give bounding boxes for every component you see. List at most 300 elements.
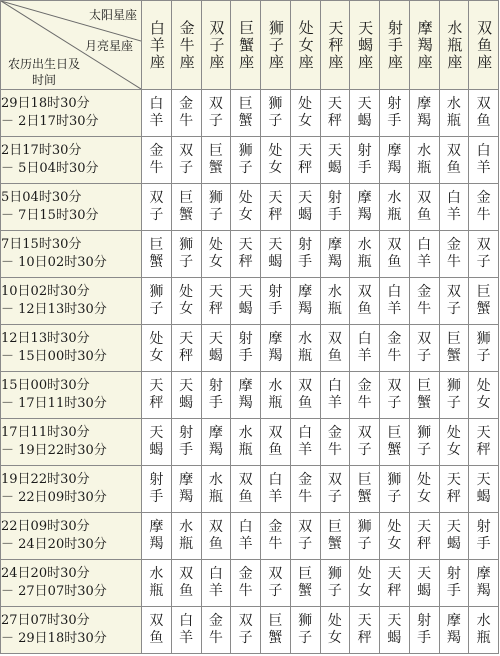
moon-sign-text: 狮 子 (298, 613, 313, 646)
moon-sign-cell (171, 231, 201, 278)
moon-sign-cell (380, 419, 410, 466)
range-start: 5日04时30分 (1, 190, 82, 205)
moon-sign-cell (142, 137, 172, 184)
moon-sign-cell (142, 513, 172, 560)
range-start: 2日17时30分 (1, 143, 82, 158)
moon-sign-cell (290, 560, 320, 607)
moon-sign-text: 巨 蟹 (298, 566, 313, 599)
moon-sign-text: 狮 子 (357, 519, 372, 552)
moon-sign-cell (142, 184, 172, 231)
moon-sign-text: 天 秤 (327, 96, 342, 129)
moon-sign-text: 天 蝎 (208, 331, 223, 364)
table-row (1, 607, 499, 654)
moon-sign-cell (469, 372, 499, 419)
moon-sign-text: 巨 蟹 (238, 96, 253, 129)
moon-sign-text: 双 子 (476, 237, 491, 270)
moon-sign-cell (350, 137, 380, 184)
date-range-cell (1, 325, 142, 372)
moon-sign-text: 摩 羯 (387, 143, 402, 176)
moon-sign-cell (290, 372, 320, 419)
moon-sign-cell (439, 231, 469, 278)
moon-sign-text: 摩 羯 (357, 190, 372, 223)
moon-sign-cell (142, 90, 172, 137)
moon-sign-text: 金 牛 (476, 190, 491, 223)
table-row (1, 325, 499, 372)
moon-sign-cell (439, 325, 469, 372)
corner-header (1, 1, 142, 90)
moon-sign-cell (201, 137, 231, 184)
moon-sign-text: 白 羊 (417, 237, 432, 270)
column-header: 双鱼座 (469, 1, 499, 90)
range-start: 7日15时30分 (1, 237, 82, 252)
moon-sign-text: 水 瓶 (417, 143, 432, 176)
moon-sign-text: 射 手 (417, 613, 432, 646)
moon-sign-cell (380, 137, 410, 184)
moon-sign-text: 金 牛 (298, 472, 313, 505)
moon-sign-text: 白 羊 (357, 331, 372, 364)
moon-sign-text: 天 蝎 (476, 472, 491, 505)
moon-sign-cell (290, 466, 320, 513)
moon-sign-text: 水 瓶 (298, 331, 313, 364)
moon-sign-text: 金 牛 (208, 613, 223, 646)
moon-sign-cell (171, 607, 201, 654)
moon-sign-cell (290, 231, 320, 278)
column-header: 白羊座 (142, 1, 172, 90)
moon-sign-cell (350, 278, 380, 325)
moon-sign-text: 白 羊 (268, 472, 283, 505)
moon-sign-cell (231, 137, 261, 184)
moon-sign-cell (171, 466, 201, 513)
moon-sign-text: 射 手 (179, 425, 194, 458)
moon-sign-cell (409, 278, 439, 325)
moon-sign-cell (142, 372, 172, 419)
moon-sign-cell (380, 278, 410, 325)
moon-sign-text: 天 秤 (357, 613, 372, 646)
moon-sign-text: 双 鱼 (149, 613, 164, 646)
moon-sign-cell (261, 137, 291, 184)
moon-sign-text: 金 牛 (417, 284, 432, 317)
moon-sign-cell (320, 419, 350, 466)
table-row (1, 419, 499, 466)
moon-sign-text: 摩 羯 (149, 519, 164, 552)
moon-sign-text: 金 牛 (179, 96, 194, 129)
moon-sign-cell (380, 560, 410, 607)
moon-sign-cell (171, 90, 201, 137)
moon-sign-cell (320, 372, 350, 419)
date-range-cell (1, 231, 142, 278)
date-range-cell (1, 184, 142, 231)
moon-sign-text: 天 蝎 (298, 190, 313, 223)
moon-sign-cell (171, 372, 201, 419)
range-end: － 7日15时30分 (1, 208, 99, 223)
moon-sign-cell (439, 278, 469, 325)
moon-sign-cell (231, 466, 261, 513)
moon-sign-text: 双 鱼 (238, 472, 253, 505)
moon-sign-cell (469, 419, 499, 466)
moon-sign-cell (320, 560, 350, 607)
moon-sign-cell (231, 607, 261, 654)
moon-sign-text: 双 鱼 (179, 566, 194, 599)
table-row (1, 513, 499, 560)
date-range-cell (1, 607, 142, 654)
moon-sign-text: 天 蝎 (446, 519, 461, 552)
moon-sign-text: 双 子 (327, 472, 342, 505)
moon-sign-text: 水 瓶 (446, 96, 461, 129)
moon-sign-cell (320, 278, 350, 325)
moon-sign-text: 狮 子 (179, 237, 194, 270)
range-end: － 29日18时30分 (1, 631, 107, 646)
moon-sign-text: 金 牛 (327, 425, 342, 458)
moon-sign-text: 射 手 (149, 472, 164, 505)
table-row (1, 278, 499, 325)
column-header: 摩羯座 (409, 1, 439, 90)
moon-sign-cell (409, 419, 439, 466)
moon-sign-text: 摩 羯 (327, 237, 342, 270)
moon-sign-text: 狮 子 (476, 331, 491, 364)
moon-sign-cell (201, 466, 231, 513)
moon-sign-text: 双 鱼 (476, 96, 491, 129)
moon-sign-text: 天 秤 (149, 378, 164, 411)
moon-sign-cell (439, 607, 469, 654)
moon-sign-cell (261, 90, 291, 137)
moon-sign-text: 天 蝎 (417, 566, 432, 599)
moon-sign-cell (439, 419, 469, 466)
moon-sign-text: 摩 羯 (179, 472, 194, 505)
moon-sign-text: 双 鱼 (417, 190, 432, 223)
moon-sign-text: 处 女 (149, 331, 164, 364)
moon-sign-text: 狮 子 (327, 566, 342, 599)
moon-sign-cell (439, 90, 469, 137)
moon-sign-text: 天 秤 (238, 237, 253, 270)
moon-sign-text: 摩 羯 (417, 96, 432, 129)
moon-sign-cell (409, 90, 439, 137)
moon-sign-cell (231, 513, 261, 560)
moon-sign-cell (409, 607, 439, 654)
moon-sign-cell (320, 466, 350, 513)
range-end: － 2日17时30分 (1, 114, 99, 129)
moon-sign-text: 白 羊 (238, 519, 253, 552)
moon-sign-text: 处 女 (208, 237, 223, 270)
moon-sign-text: 射 手 (298, 237, 313, 270)
moon-sign-cell (201, 560, 231, 607)
moon-sign-cell (261, 278, 291, 325)
table-row (1, 560, 499, 607)
moon-sign-text: 摩 羯 (238, 378, 253, 411)
moon-sign-text: 巨 蟹 (357, 472, 372, 505)
moon-sign-cell (201, 372, 231, 419)
moon-sign-text: 白 羊 (149, 96, 164, 129)
moon-sign-cell (201, 513, 231, 560)
date-range-cell (1, 560, 142, 607)
moon-sign-text: 摩 羯 (298, 284, 313, 317)
moon-sign-cell (439, 184, 469, 231)
column-header: 金牛座 (171, 1, 201, 90)
moon-sign-cell (171, 325, 201, 372)
moon-sign-text: 双 子 (357, 425, 372, 458)
moon-sign-cell (142, 466, 172, 513)
range-start: 27日07时30分 (1, 613, 90, 628)
table-row (1, 466, 499, 513)
moon-sign-text: 双 子 (179, 143, 194, 176)
moon-sign-cell (439, 513, 469, 560)
moon-sign-cell (439, 560, 469, 607)
moon-sign-cell (380, 325, 410, 372)
moon-sign-text: 白 羊 (446, 190, 461, 223)
moon-sign-text: 狮 子 (446, 378, 461, 411)
moon-sign-text: 水 瓶 (327, 284, 342, 317)
moon-sign-text: 射 手 (387, 96, 402, 129)
moon-sign-text: 双 鱼 (298, 378, 313, 411)
moon-sign-cell (201, 184, 231, 231)
table-row (1, 184, 499, 231)
moon-sign-text: 天 秤 (268, 190, 283, 223)
moon-sign-cell (350, 90, 380, 137)
moon-sign-cell (142, 419, 172, 466)
moon-sign-cell (409, 325, 439, 372)
moon-sign-cell (290, 419, 320, 466)
moon-sign-cell (142, 231, 172, 278)
moon-sign-cell (290, 607, 320, 654)
date-range-cell (1, 137, 142, 184)
moon-sign-text: 处 女 (387, 519, 402, 552)
moon-sign-cell (350, 325, 380, 372)
column-header: 狮子座 (261, 1, 291, 90)
moon-sign-cell (350, 184, 380, 231)
moon-sign-text: 处 女 (357, 566, 372, 599)
moon-sign-text: 白 羊 (208, 566, 223, 599)
moon-sign-text: 天 蝎 (357, 96, 372, 129)
moon-sign-text: 天 蝎 (268, 237, 283, 270)
moon-sign-cell (469, 513, 499, 560)
moon-sign-label: 月亮星座 (84, 39, 133, 53)
moon-sign-cell (320, 90, 350, 137)
range-end: － 24日20时30分 (1, 537, 107, 552)
moon-sign-cell (469, 278, 499, 325)
moon-sign-text: 水 瓶 (208, 472, 223, 505)
moon-sign-text: 双 子 (268, 566, 283, 599)
moon-sign-text: 射 手 (476, 519, 491, 552)
moon-sign-text: 水 瓶 (268, 378, 283, 411)
moon-sign-cell (350, 466, 380, 513)
moon-sign-cell (231, 278, 261, 325)
moon-sign-text: 金 牛 (238, 566, 253, 599)
moon-sign-text: 射 手 (446, 566, 461, 599)
moon-sign-cell (409, 184, 439, 231)
moon-sign-text: 白 羊 (327, 378, 342, 411)
moon-sign-text: 双 鱼 (357, 284, 372, 317)
moon-sign-text: 处 女 (417, 472, 432, 505)
moon-sign-text: 巨 蟹 (387, 425, 402, 458)
moon-sign-text: 射 手 (238, 331, 253, 364)
moon-sign-cell (261, 560, 291, 607)
moon-sign-cell (469, 137, 499, 184)
moon-sign-cell (171, 560, 201, 607)
moon-sign-text: 狮 子 (268, 96, 283, 129)
moon-sign-cell (409, 372, 439, 419)
moon-sign-text: 双 子 (208, 96, 223, 129)
moon-sign-cell (290, 325, 320, 372)
moon-sign-cell (469, 184, 499, 231)
moon-sign-text: 狮 子 (417, 425, 432, 458)
moon-sign-text: 狮 子 (149, 284, 164, 317)
moon-sign-text: 巨 蟹 (327, 519, 342, 552)
moon-sign-text: 处 女 (446, 425, 461, 458)
moon-sign-text: 天 蝎 (327, 143, 342, 176)
moon-sign-cell (231, 184, 261, 231)
moon-sign-cell (409, 231, 439, 278)
moon-sign-cell (201, 419, 231, 466)
moon-sign-text: 金 牛 (149, 143, 164, 176)
moon-sign-cell (290, 90, 320, 137)
moon-sign-cell (320, 184, 350, 231)
moon-sign-text: 巨 蟹 (446, 331, 461, 364)
moon-sign-text: 水 瓶 (476, 613, 491, 646)
moon-sign-text: 摩 羯 (268, 331, 283, 364)
moon-sign-cell (231, 90, 261, 137)
range-start: 12日13时30分 (1, 331, 90, 346)
moon-sign-cell (469, 466, 499, 513)
moon-sign-text: 金 牛 (357, 378, 372, 411)
moon-sign-text: 巨 蟹 (417, 378, 432, 411)
moon-sign-cell (142, 325, 172, 372)
moon-sign-cell (409, 513, 439, 560)
moon-sign-cell (350, 607, 380, 654)
moon-sign-cell (231, 372, 261, 419)
moon-sign-cell (231, 231, 261, 278)
moon-sign-text: 处 女 (268, 143, 283, 176)
moon-sign-text: 射 手 (327, 190, 342, 223)
moon-sign-text: 双 鱼 (268, 425, 283, 458)
moon-sign-cell (320, 607, 350, 654)
moon-sign-cell (261, 466, 291, 513)
moon-sign-cell (261, 184, 291, 231)
column-header: 天秤座 (320, 1, 350, 90)
moon-sign-text: 双 子 (149, 190, 164, 223)
moon-sign-text: 处 女 (476, 378, 491, 411)
moon-sign-cell (231, 419, 261, 466)
range-end: － 12日13时30分 (1, 302, 107, 317)
moon-sign-text: 金 牛 (446, 237, 461, 270)
moon-sign-cell (171, 419, 201, 466)
moon-sign-cell (469, 90, 499, 137)
column-header: 巨蟹座 (231, 1, 261, 90)
moon-sign-cell (350, 560, 380, 607)
moon-sign-cell (380, 607, 410, 654)
moon-sign-text: 水 瓶 (387, 190, 402, 223)
moon-sign-text: 摩 羯 (446, 613, 461, 646)
moon-sign-text: 双 子 (298, 519, 313, 552)
range-end: － 5日04时30分 (1, 161, 99, 176)
range-end: － 15日00时30分 (1, 349, 107, 364)
moon-sign-text: 射 手 (208, 378, 223, 411)
moon-sign-cell (142, 560, 172, 607)
moon-sign-text: 水 瓶 (179, 519, 194, 552)
moon-sign-text: 巨 蟹 (179, 190, 194, 223)
moon-sign-text: 处 女 (298, 96, 313, 129)
moon-sign-cell (261, 372, 291, 419)
moon-sign-cell (320, 325, 350, 372)
birth-time-label: 农历出生日及时间 (7, 57, 80, 87)
moon-sign-cell (320, 513, 350, 560)
moon-sign-cell (409, 466, 439, 513)
moon-sign-cell (320, 231, 350, 278)
moon-sign-cell (380, 466, 410, 513)
moon-sign-cell (290, 513, 320, 560)
moon-sign-cell (380, 513, 410, 560)
moon-sign-text: 白 羊 (387, 284, 402, 317)
table-row (1, 137, 499, 184)
moon-sign-cell (171, 278, 201, 325)
range-start: 29日18时30分 (1, 96, 90, 111)
moon-sign-text: 水 瓶 (357, 237, 372, 270)
moon-sign-cell (350, 419, 380, 466)
moon-sign-cell (380, 184, 410, 231)
range-start: 17日11时30分 (1, 425, 90, 440)
moon-sign-cell (201, 90, 231, 137)
moon-sign-text: 双 子 (238, 613, 253, 646)
moon-sign-cell (201, 325, 231, 372)
moon-sign-text: 天 秤 (387, 566, 402, 599)
range-end: － 10日02时30分 (1, 255, 107, 270)
moon-sign-text: 金 牛 (268, 519, 283, 552)
moon-sign-cell (350, 231, 380, 278)
moon-sign-text: 双 子 (417, 331, 432, 364)
range-end: － 19日22时30分 (1, 443, 107, 458)
moon-sign-cell (231, 325, 261, 372)
table-row (1, 90, 499, 137)
moon-sign-text: 处 女 (179, 284, 194, 317)
moon-sign-cell (380, 231, 410, 278)
moon-sign-cell (469, 325, 499, 372)
moon-sign-text: 白 羊 (476, 143, 491, 176)
moon-sign-cell (201, 278, 231, 325)
moon-sign-cell (171, 184, 201, 231)
moon-sign-text: 狮 子 (208, 190, 223, 223)
moon-sign-cell (439, 466, 469, 513)
moon-sign-cell (439, 137, 469, 184)
moon-sign-text: 天 秤 (417, 519, 432, 552)
table-row (1, 372, 499, 419)
column-header: 处女座 (290, 1, 320, 90)
moon-sign-text: 摩 羯 (208, 425, 223, 458)
date-range-cell (1, 278, 142, 325)
column-header: 双子座 (201, 1, 231, 90)
moon-sign-cell (380, 372, 410, 419)
moon-sign-text: 天 蝎 (149, 425, 164, 458)
date-range-cell (1, 372, 142, 419)
moon-sign-cell (409, 137, 439, 184)
moon-sign-text: 射 手 (268, 284, 283, 317)
moon-sign-cell (320, 137, 350, 184)
moon-sign-cell (261, 607, 291, 654)
moon-sign-cell (142, 278, 172, 325)
date-range-cell (1, 513, 142, 560)
moon-sign-text: 双 鱼 (327, 331, 342, 364)
moon-sign-text: 狮 子 (238, 143, 253, 176)
moon-sign-cell (171, 513, 201, 560)
moon-sign-text: 双 子 (446, 284, 461, 317)
moon-sign-cell (261, 419, 291, 466)
table-row (1, 231, 499, 278)
moon-sign-text: 天 秤 (208, 284, 223, 317)
moon-sign-cell (231, 560, 261, 607)
moon-sign-cell (439, 372, 469, 419)
column-header: 水瓶座 (439, 1, 469, 90)
moon-sign-text: 双 鱼 (208, 519, 223, 552)
range-start: 10日02时30分 (1, 284, 90, 299)
moon-sign-text: 天 秤 (476, 425, 491, 458)
moon-sign-text: 天 秤 (298, 143, 313, 176)
